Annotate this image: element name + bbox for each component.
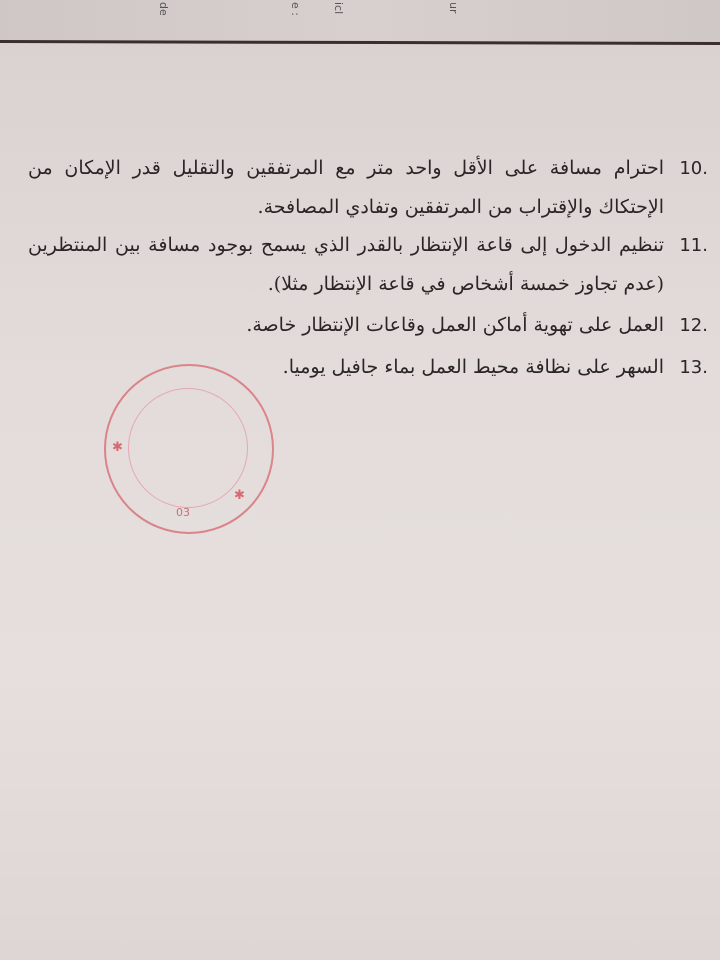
- stamp-star-icon: ✱: [112, 440, 123, 455]
- item-number: 10.: [679, 158, 708, 179]
- item-number: 13.: [679, 357, 708, 378]
- item-number: 12.: [679, 315, 708, 336]
- official-stamp: [104, 364, 274, 534]
- page-edge-divider: [0, 40, 720, 45]
- list-item: [28, 306, 708, 345]
- header-fragment: de: [157, 2, 170, 16]
- list-item: [28, 226, 708, 304]
- item-number: 11.: [679, 235, 708, 256]
- header-fragment: e :: [289, 2, 302, 16]
- item-text: العمل على تهوية أماكن العمل وقاعات الإنتظار خاصة.: [246, 314, 664, 336]
- previous-page-strip: [0, 0, 720, 42]
- stamp-inner-ring: [128, 388, 248, 508]
- item-text: السهر على نظافة محيط العمل بماء جافيل يوميا.: [282, 356, 664, 378]
- item-text: تنظيم الدخول إلى قاعة الإنتظار بالقدر الذي يسمح بوجود مسافة بين المنتظرين (عدم تجاوز خمسة أشخاص في قاعة الإنتظار مثلا).: [28, 234, 664, 295]
- header-fragment: icl: [332, 2, 345, 15]
- stamp-code: 03: [176, 506, 190, 519]
- list-item: [28, 348, 708, 387]
- stamp-star-icon: ✱: [234, 488, 245, 503]
- list-item: [28, 149, 708, 227]
- item-text: احترام مسافة على الأقل واحد متر مع المرتفقين والتقليل قدر الإمكان من الإحتكاك والإقتراب من المرتفقين وتفادي المصافحة.: [28, 157, 664, 218]
- header-fragment: ur: [447, 2, 460, 14]
